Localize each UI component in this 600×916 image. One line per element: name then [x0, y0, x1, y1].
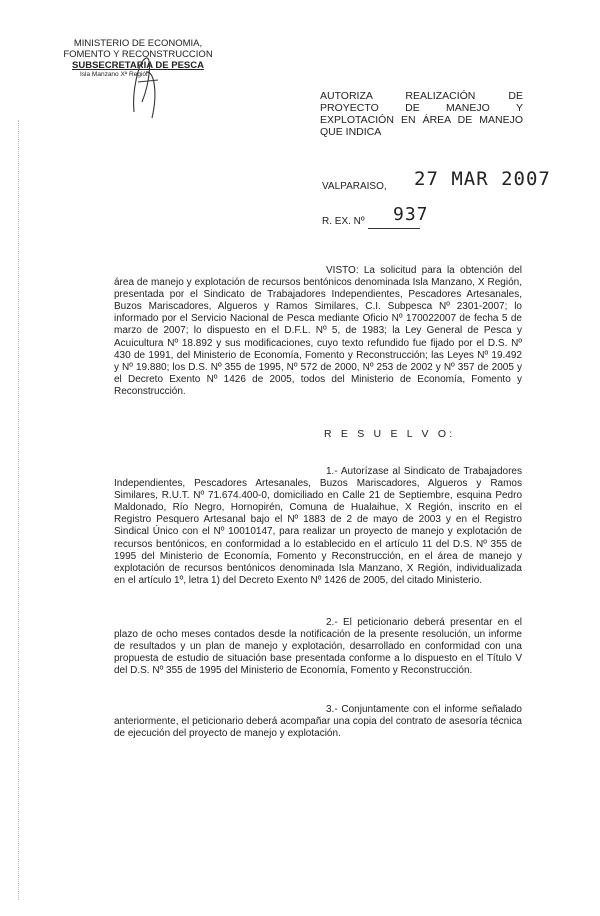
visto-paragraph: VISTO: La solicitud para la obtención del área de manejo y explotación de recursos bentónicos denominada Isla Manzano, X Región, presentada por el Sindicato de Trabajadores Independientes, Pescadores Artesanales, Buzos Mariscadores, Algueros y Ramos Similares, C.I. Subpesca Nº 2301-2007; lo informado por el Servicio Nacional de Pesca mediante Oficio Nº 170022007 de fecha 5 de marzo de 2007; lo dispuesto en el D.F.L. Nº 5, de 1983; la Ley General de Pesca y Acuicultura Nº 18.892 y sus modificaciones, cuyo texto refundido fue fijado por el D.S. Nº 430 de 1991, del Ministerio de Economía, Fomento y Reconstrucción; las Leyes Nº 19.492 y Nº 19.880; los D.S. Nº 355 de 1995, Nº 572 de 2000, Nº 253 de 2002 y Nº 357 de 2005 y el Decreto Exento Nº 1426 de 2005, todos del Ministerio de Economía, Fomento y Reconstrucción. — [114, 265, 522, 397]
ministry-line-1: MINISTERIO DE ECONOMIA, — [73, 38, 203, 49]
resuelvo-heading: R E S U E L V O: — [324, 428, 456, 440]
article-1: 1.- Autorízase al Sindicato de Trabajadores Independientes, Pescadores Artesanales, Buzos Mariscadores, Algueros y Ramos Similares, R.U.T. Nº 71.674.400-0, domiciliado en Calle 21 de Septiembre, esquina Pedro Maldonado, Río Negro, Hornopirén, Comuna de Hualaihue, X Región, inscrito en el Registro Pesquero Artesanal bajo el Nº 1883 de 2 de mayo de 2003 y en el Registro Sindical Único con el Nº 10010147, para realizar un proyecto de manejo y explotación de recursos bentónicos, en conformidad a lo establecido en el artículo 11 del D.S. Nº 355 de 1995 del Ministerio de Economía, Fomento y Reconstrucción, en el área de manejo y explotación de recursos bentónicos denominada Isla Manzano, X Región, individualizada en el artículo 1º, letra 1) del Decreto Exento Nº 1426 de 2005, del citado Ministerio. — [114, 466, 522, 586]
resolution-number: 937 — [393, 204, 429, 225]
undersecretariat-line: SUBSECRETARIA DE PESCA — [72, 60, 204, 71]
ministry-line-2: FOMENTO Y RECONSTRUCCION — [63, 49, 213, 60]
resolution-number-label: R. EX. Nº — [322, 216, 365, 227]
number-underline — [368, 228, 420, 229]
article-2: 2.- El peticionario deberá presentar en el plazo de ocho meses contados desde la notificación de la presente resolución, un informe de resultados y un plan de manejo y explotación, desarrollado en conformidad con una propuesta de estudio de situación base presentada conforme a lo dispuesto en el Título V del D.S. Nº 355 de 1995 del Ministerio de Economía, Fomento y Reconstrucción. — [114, 617, 522, 677]
resolution-subject: AUTORIZA REALIZACIÓN DE PROYECTO DE MANEJO Y EXPLOTACIÓN EN ÁREA DE MANEJO QUE INDICA — [320, 90, 523, 138]
area-note: Isla Manzano Xª Región — [80, 71, 150, 78]
stamp-date: 27 MAR 2007 — [414, 168, 551, 190]
article-3: 3.- Conjuntamente con el informe señalado anteriormente, el peticionario deberá acompañar una copia del contrato de asesoría técnica de ejecución del proyecto de manejo y explotación. — [114, 704, 522, 740]
signature-mark — [128, 52, 168, 122]
place-label: VALPARAISO, — [322, 181, 387, 192]
scan-edge-dots — [18, 120, 25, 900]
